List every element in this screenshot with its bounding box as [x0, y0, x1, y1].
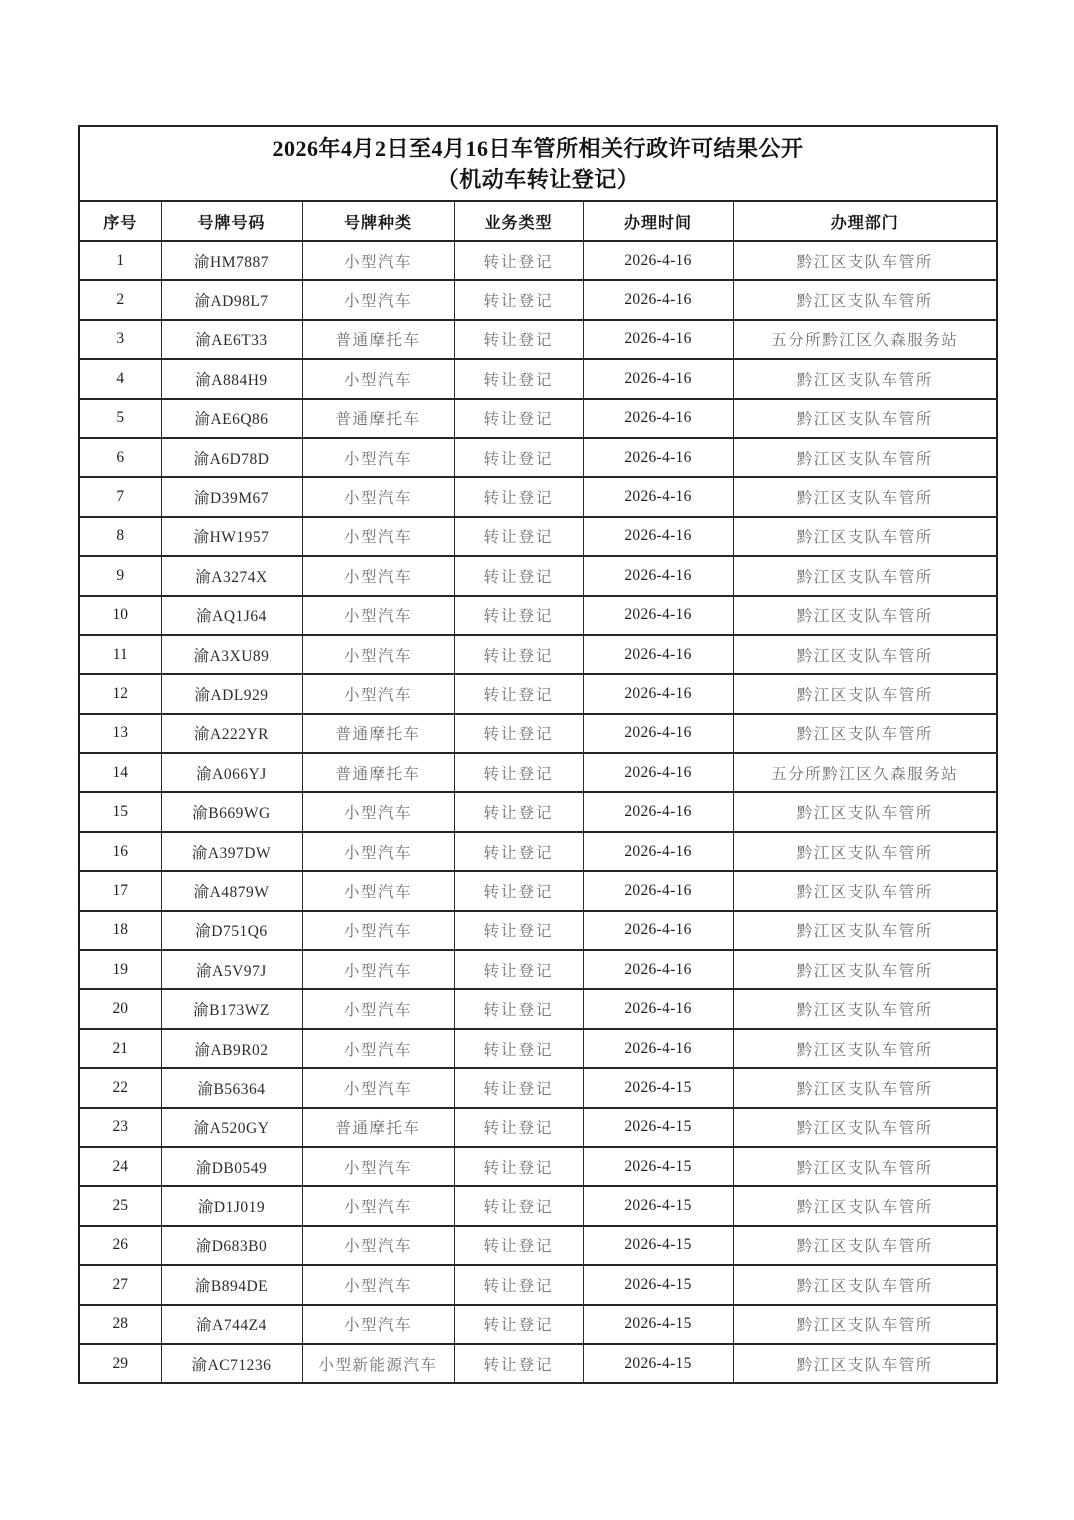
cell-index: 17: [79, 871, 161, 910]
col-header-business-type: 业务类型: [454, 201, 583, 241]
cell-plate-number: 渝AC71236: [161, 1344, 302, 1383]
document-title-line-2: （机动车转让登记）: [436, 166, 640, 192]
col-header-process-date: 办理时间: [583, 201, 733, 241]
cell-plate-number: 渝B669WG: [161, 792, 302, 831]
cell-department: 黔江区支队车管所: [733, 596, 997, 635]
table-row: [79, 1186, 997, 1225]
cell-department: 黔江区支队车管所: [733, 1108, 997, 1147]
table-row: [79, 359, 997, 398]
cell-plate-type: 普通摩托车: [302, 399, 454, 438]
cell-process-date: 2026-4-16: [583, 1029, 733, 1068]
cell-plate-number: 渝DB0549: [161, 1147, 302, 1186]
document-title: [79, 126, 997, 201]
cell-business-type: 转让登记: [454, 871, 583, 910]
table-row: [79, 280, 997, 319]
cell-business-type: 转让登记: [454, 635, 583, 674]
cell-process-date: 2026-4-16: [583, 399, 733, 438]
cell-plate-number: 渝D683B0: [161, 1226, 302, 1265]
cell-business-type: 转让登记: [454, 1344, 583, 1383]
cell-plate-type: 普通摩托车: [302, 1108, 454, 1147]
cell-index: 26: [79, 1226, 161, 1265]
cell-index: 25: [79, 1186, 161, 1225]
cell-process-date: 2026-4-16: [583, 635, 733, 674]
cell-plate-number: 渝A884H9: [161, 359, 302, 398]
cell-plate-number: 渝A6D78D: [161, 438, 302, 477]
cell-business-type: 转让登记: [454, 596, 583, 635]
cell-process-date: 2026-4-16: [583, 280, 733, 319]
cell-process-date: 2026-4-16: [583, 832, 733, 871]
cell-department: 黔江区支队车管所: [733, 1226, 997, 1265]
cell-business-type: 转让登记: [454, 477, 583, 516]
table-row: [79, 871, 997, 910]
cell-index: 21: [79, 1029, 161, 1068]
cell-index: 23: [79, 1108, 161, 1147]
cell-business-type: 转让登记: [454, 989, 583, 1028]
cell-process-date: 2026-4-16: [583, 359, 733, 398]
cell-index: 4: [79, 359, 161, 398]
cell-index: 9: [79, 556, 161, 595]
cell-department: 黔江区支队车管所: [733, 1344, 997, 1383]
cell-plate-number: 渝A520GY: [161, 1108, 302, 1147]
cell-plate-type: 小型汽车: [302, 792, 454, 831]
cell-department: 黔江区支队车管所: [733, 241, 997, 280]
cell-business-type: 转让登记: [454, 753, 583, 792]
cell-department: 黔江区支队车管所: [733, 792, 997, 831]
cell-index: 27: [79, 1265, 161, 1304]
cell-plate-type: 小型汽车: [302, 1226, 454, 1265]
cell-plate-number: 渝A222YR: [161, 714, 302, 753]
cell-process-date: 2026-4-16: [583, 320, 733, 359]
cell-index: 22: [79, 1068, 161, 1107]
cell-process-date: 2026-4-16: [583, 517, 733, 556]
cell-index: 19: [79, 950, 161, 989]
cell-business-type: 转让登记: [454, 1226, 583, 1265]
table-row: [79, 911, 997, 950]
cell-index: 13: [79, 714, 161, 753]
cell-plate-number: 渝AE6Q86: [161, 399, 302, 438]
cell-index: 29: [79, 1344, 161, 1383]
cell-department: 黔江区支队车管所: [733, 989, 997, 1028]
cell-plate-number: 渝A066YJ: [161, 753, 302, 792]
cell-department: 黔江区支队车管所: [733, 674, 997, 713]
col-header-index: 序号: [79, 201, 161, 241]
cell-plate-type: 小型汽车: [302, 596, 454, 635]
cell-plate-number: 渝HM7887: [161, 241, 302, 280]
cell-business-type: 转让登记: [454, 1108, 583, 1147]
cell-plate-number: 渝AB9R02: [161, 1029, 302, 1068]
cell-plate-type: 小型汽车: [302, 674, 454, 713]
cell-business-type: 转让登记: [454, 556, 583, 595]
cell-department: 黔江区支队车管所: [733, 871, 997, 910]
cell-plate-type: 小型汽车: [302, 1186, 454, 1225]
cell-department: 黔江区支队车管所: [733, 556, 997, 595]
cell-business-type: 转让登记: [454, 950, 583, 989]
cell-process-date: 2026-4-16: [583, 714, 733, 753]
cell-process-date: 2026-4-15: [583, 1226, 733, 1265]
cell-plate-type: 小型汽车: [302, 556, 454, 595]
cell-department: 黔江区支队车管所: [733, 911, 997, 950]
table-row: [79, 517, 997, 556]
cell-process-date: 2026-4-15: [583, 1068, 733, 1107]
table-body: [79, 241, 997, 1383]
cell-index: 3: [79, 320, 161, 359]
cell-business-type: 转让登记: [454, 359, 583, 398]
header-row: [79, 201, 997, 241]
table-row: [79, 1108, 997, 1147]
table-row: [79, 950, 997, 989]
cell-index: 16: [79, 832, 161, 871]
table-row: [79, 714, 997, 753]
cell-process-date: 2026-4-16: [583, 596, 733, 635]
table-row: [79, 477, 997, 516]
table-row: [79, 399, 997, 438]
cell-index: 11: [79, 635, 161, 674]
cell-plate-type: 普通摩托车: [302, 320, 454, 359]
cell-index: 15: [79, 792, 161, 831]
cell-plate-type: 小型汽车: [302, 359, 454, 398]
cell-plate-type: 普通摩托车: [302, 714, 454, 753]
cell-plate-type: 小型汽车: [302, 1305, 454, 1344]
table-row: [79, 1305, 997, 1344]
cell-index: 18: [79, 911, 161, 950]
cell-department: 黔江区支队车管所: [733, 950, 997, 989]
cell-department: 黔江区支队车管所: [733, 1068, 997, 1107]
cell-business-type: 转让登记: [454, 1029, 583, 1068]
cell-business-type: 转让登记: [454, 792, 583, 831]
cell-plate-type: 小型汽车: [302, 989, 454, 1028]
cell-plate-number: 渝D39M67: [161, 477, 302, 516]
cell-department: 黔江区支队车管所: [733, 399, 997, 438]
cell-process-date: 2026-4-16: [583, 556, 733, 595]
table-row: [79, 241, 997, 280]
cell-plate-type: 小型汽车: [302, 871, 454, 910]
cell-business-type: 转让登记: [454, 1186, 583, 1225]
table-row: [79, 438, 997, 477]
table-row: [79, 753, 997, 792]
cell-plate-number: 渝AD98L7: [161, 280, 302, 319]
col-header-plate-type: 号牌种类: [302, 201, 454, 241]
cell-department: 黔江区支队车管所: [733, 477, 997, 516]
cell-plate-number: 渝B894DE: [161, 1265, 302, 1304]
cell-plate-type: 小型汽车: [302, 438, 454, 477]
cell-business-type: 转让登记: [454, 320, 583, 359]
table-row: [79, 320, 997, 359]
cell-plate-type: 小型汽车: [302, 832, 454, 871]
cell-process-date: 2026-4-15: [583, 1108, 733, 1147]
cell-department: 黔江区支队车管所: [733, 280, 997, 319]
cell-department: 黔江区支队车管所: [733, 1186, 997, 1225]
table-row: [79, 1226, 997, 1265]
cell-index: 24: [79, 1147, 161, 1186]
cell-plate-type: 小型新能源汽车: [302, 1344, 454, 1383]
cell-plate-type: 小型汽车: [302, 280, 454, 319]
cell-process-date: 2026-4-16: [583, 911, 733, 950]
cell-department: 五分所黔江区久森服务站: [733, 320, 997, 359]
cell-plate-type: 小型汽车: [302, 911, 454, 950]
cell-business-type: 转让登记: [454, 399, 583, 438]
cell-process-date: 2026-4-15: [583, 1186, 733, 1225]
cell-department: 黔江区支队车管所: [733, 438, 997, 477]
table-row: [79, 556, 997, 595]
cell-process-date: 2026-4-15: [583, 1265, 733, 1304]
cell-department: 黔江区支队车管所: [733, 832, 997, 871]
cell-plate-number: 渝A3274X: [161, 556, 302, 595]
cell-plate-type: 小型汽车: [302, 1147, 454, 1186]
cell-plate-number: 渝ADL929: [161, 674, 302, 713]
cell-plate-number: 渝A744Z4: [161, 1305, 302, 1344]
cell-business-type: 转让登记: [454, 674, 583, 713]
table-row: [79, 1029, 997, 1068]
cell-plate-number: 渝A397DW: [161, 832, 302, 871]
cell-index: 14: [79, 753, 161, 792]
cell-department: 五分所黔江区久森服务站: [733, 753, 997, 792]
cell-business-type: 转让登记: [454, 1147, 583, 1186]
cell-process-date: 2026-4-16: [583, 674, 733, 713]
cell-plate-number: 渝A3XU89: [161, 635, 302, 674]
cell-department: 黔江区支队车管所: [733, 359, 997, 398]
cell-process-date: 2026-4-16: [583, 989, 733, 1028]
col-header-plate-number: 号牌号码: [161, 201, 302, 241]
cell-index: 5: [79, 399, 161, 438]
cell-plate-number: 渝HW1957: [161, 517, 302, 556]
cell-index: 1: [79, 241, 161, 280]
cell-process-date: 2026-4-16: [583, 241, 733, 280]
cell-index: 2: [79, 280, 161, 319]
cell-business-type: 转让登记: [454, 438, 583, 477]
cell-business-type: 转让登记: [454, 832, 583, 871]
cell-department: 黔江区支队车管所: [733, 1305, 997, 1344]
table-row: [79, 596, 997, 635]
cell-plate-type: 小型汽车: [302, 517, 454, 556]
cell-plate-type: 小型汽车: [302, 1029, 454, 1068]
cell-plate-number: 渝B56364: [161, 1068, 302, 1107]
table-row: [79, 792, 997, 831]
cell-process-date: 2026-4-16: [583, 792, 733, 831]
cell-process-date: 2026-4-16: [583, 871, 733, 910]
cell-business-type: 转让登记: [454, 714, 583, 753]
cell-plate-number: 渝A4879W: [161, 871, 302, 910]
table-row: [79, 832, 997, 871]
cell-plate-type: 小型汽车: [302, 1265, 454, 1304]
cell-business-type: 转让登记: [454, 517, 583, 556]
title-row: [79, 126, 997, 201]
cell-process-date: 2026-4-16: [583, 753, 733, 792]
cell-plate-number: 渝A5V97J: [161, 950, 302, 989]
cell-plate-number: 渝AE6T33: [161, 320, 302, 359]
cell-department: 黔江区支队车管所: [733, 1147, 997, 1186]
cell-index: 6: [79, 438, 161, 477]
table-row: [79, 989, 997, 1028]
cell-plate-number: 渝AQ1J64: [161, 596, 302, 635]
cell-business-type: 转让登记: [454, 241, 583, 280]
cell-process-date: 2026-4-15: [583, 1344, 733, 1383]
cell-process-date: 2026-4-16: [583, 950, 733, 989]
cell-department: 黔江区支队车管所: [733, 517, 997, 556]
cell-index: 8: [79, 517, 161, 556]
permit-results-table: [78, 125, 998, 1384]
table-row: [79, 1068, 997, 1107]
cell-plate-number: 渝B173WZ: [161, 989, 302, 1028]
cell-process-date: 2026-4-16: [583, 477, 733, 516]
cell-index: 7: [79, 477, 161, 516]
document-title-line-1: 2026年4月2日至4月16日车管所相关行政许可结果公开: [272, 135, 804, 161]
cell-plate-number: 渝D1J019: [161, 1186, 302, 1225]
cell-business-type: 转让登记: [454, 280, 583, 319]
table-row: [79, 635, 997, 674]
table-row: [79, 674, 997, 713]
cell-business-type: 转让登记: [454, 1305, 583, 1344]
cell-process-date: 2026-4-15: [583, 1305, 733, 1344]
cell-plate-type: 小型汽车: [302, 477, 454, 516]
cell-process-date: 2026-4-16: [583, 438, 733, 477]
cell-plate-type: 小型汽车: [302, 950, 454, 989]
cell-plate-type: 小型汽车: [302, 241, 454, 280]
cell-business-type: 转让登记: [454, 911, 583, 950]
cell-plate-type: 小型汽车: [302, 1068, 454, 1107]
cell-business-type: 转让登记: [454, 1265, 583, 1304]
cell-department: 黔江区支队车管所: [733, 714, 997, 753]
cell-plate-type: 普通摩托车: [302, 753, 454, 792]
cell-department: 黔江区支队车管所: [733, 1029, 997, 1068]
cell-index: 10: [79, 596, 161, 635]
cell-index: 28: [79, 1305, 161, 1344]
cell-business-type: 转让登记: [454, 1068, 583, 1107]
cell-index: 20: [79, 989, 161, 1028]
col-header-department: 办理部门: [733, 201, 997, 241]
cell-index: 12: [79, 674, 161, 713]
cell-department: 黔江区支队车管所: [733, 1265, 997, 1304]
cell-department: 黔江区支队车管所: [733, 635, 997, 674]
table-row: [79, 1147, 997, 1186]
table-row: [79, 1265, 997, 1304]
table-row: [79, 1344, 997, 1383]
cell-plate-type: 小型汽车: [302, 635, 454, 674]
cell-plate-number: 渝D751Q6: [161, 911, 302, 950]
cell-process-date: 2026-4-15: [583, 1147, 733, 1186]
